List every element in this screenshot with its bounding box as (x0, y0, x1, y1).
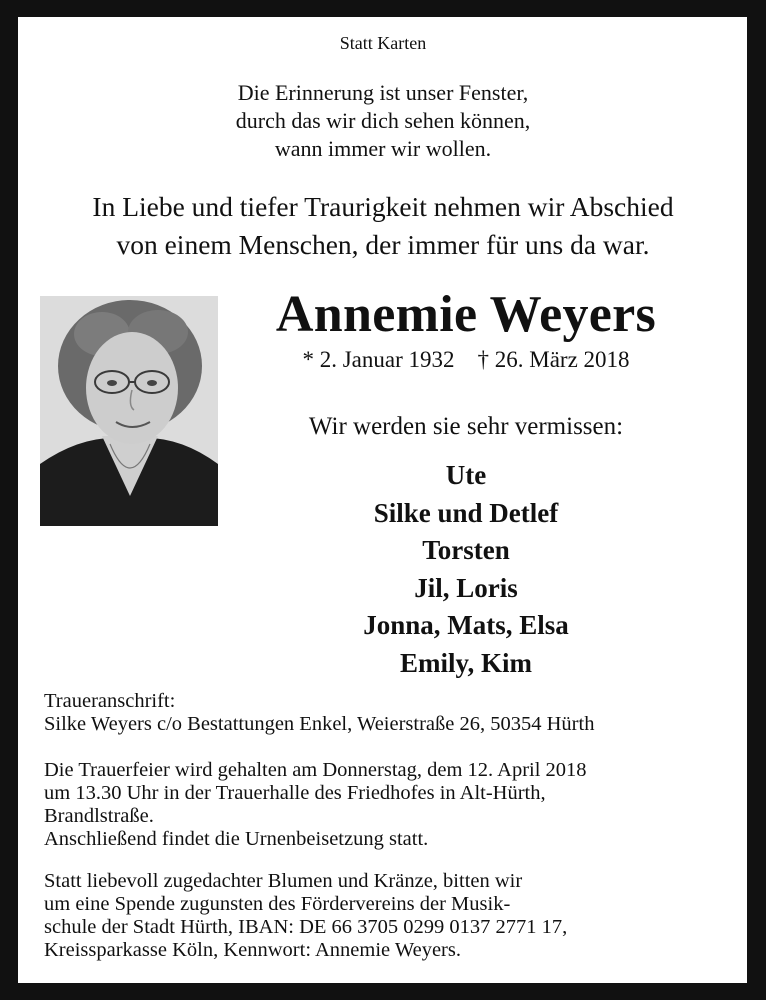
mourning-address (44, 690, 727, 736)
miss-line: Wir werden sie sehr vermissen: (308, 413, 624, 440)
donation-line: schule der Stadt Hürth, IBAN: DE 66 3705 0299 0137 2771 17, (44, 916, 568, 938)
donation-line: Kreissparkasse Köln, Kennwort: Annemie Weyers. (44, 939, 461, 961)
intro-line: In Liebe und tiefer Traurigkeit nehmen wir Abschied (92, 191, 674, 222)
quote-line: Die Erinnerung ist unser Fenster, (237, 80, 529, 105)
ceremony-line: um 13.30 Uhr in der Trauerhalle des Friedhofes in Alt-Hürth, (44, 782, 546, 804)
ceremony-line: Die Trauerfeier wird gehalten am Donnerstag, dem 12. April 2018 (44, 759, 587, 781)
ceremony-line: Brandlstraße. (44, 805, 154, 827)
address-label: Traueranschrift: (44, 690, 176, 712)
family-member: Silke und Detlef (373, 497, 559, 528)
header-statt-karten: Statt Karten (339, 33, 427, 53)
ceremony-info (44, 759, 727, 851)
donation-info (44, 870, 727, 962)
ceremony-line: Anschließend findet die Urnenbeisetzung statt. (44, 828, 429, 850)
portrait-illustration (40, 296, 218, 526)
family-member: Jonna, Mats, Elsa (363, 610, 569, 640)
intro-line: von einem Menschen, der immer für uns da war. (116, 229, 650, 260)
quote-line: durch das wir dich sehen können, (235, 108, 531, 133)
deceased-name: Annemie Weyers (275, 286, 657, 343)
intro-text (0, 188, 766, 264)
family-names (236, 457, 696, 682)
address-line: Silke Weyers c/o Bestattungen Enkel, Weierstraße 26, 50354 Hürth (44, 713, 595, 735)
portrait-photo (40, 296, 218, 526)
life-dates: * 2. Januar 1932 † 26. März 2018 (302, 347, 630, 372)
family-member: Emily, Kim (399, 647, 532, 678)
family-member: Torsten (422, 535, 510, 565)
family-member: Ute (445, 460, 487, 490)
donation-line: um eine Spende zugunsten des Fördervereins der Musik- (44, 893, 511, 915)
memorial-quote (0, 79, 766, 163)
quote-line: wann immer wir wollen. (274, 136, 492, 161)
donation-line: Statt liebevoll zugedachter Blumen und Kränze, bitten wir (44, 870, 523, 892)
family-member: Jil, Loris (414, 572, 518, 603)
